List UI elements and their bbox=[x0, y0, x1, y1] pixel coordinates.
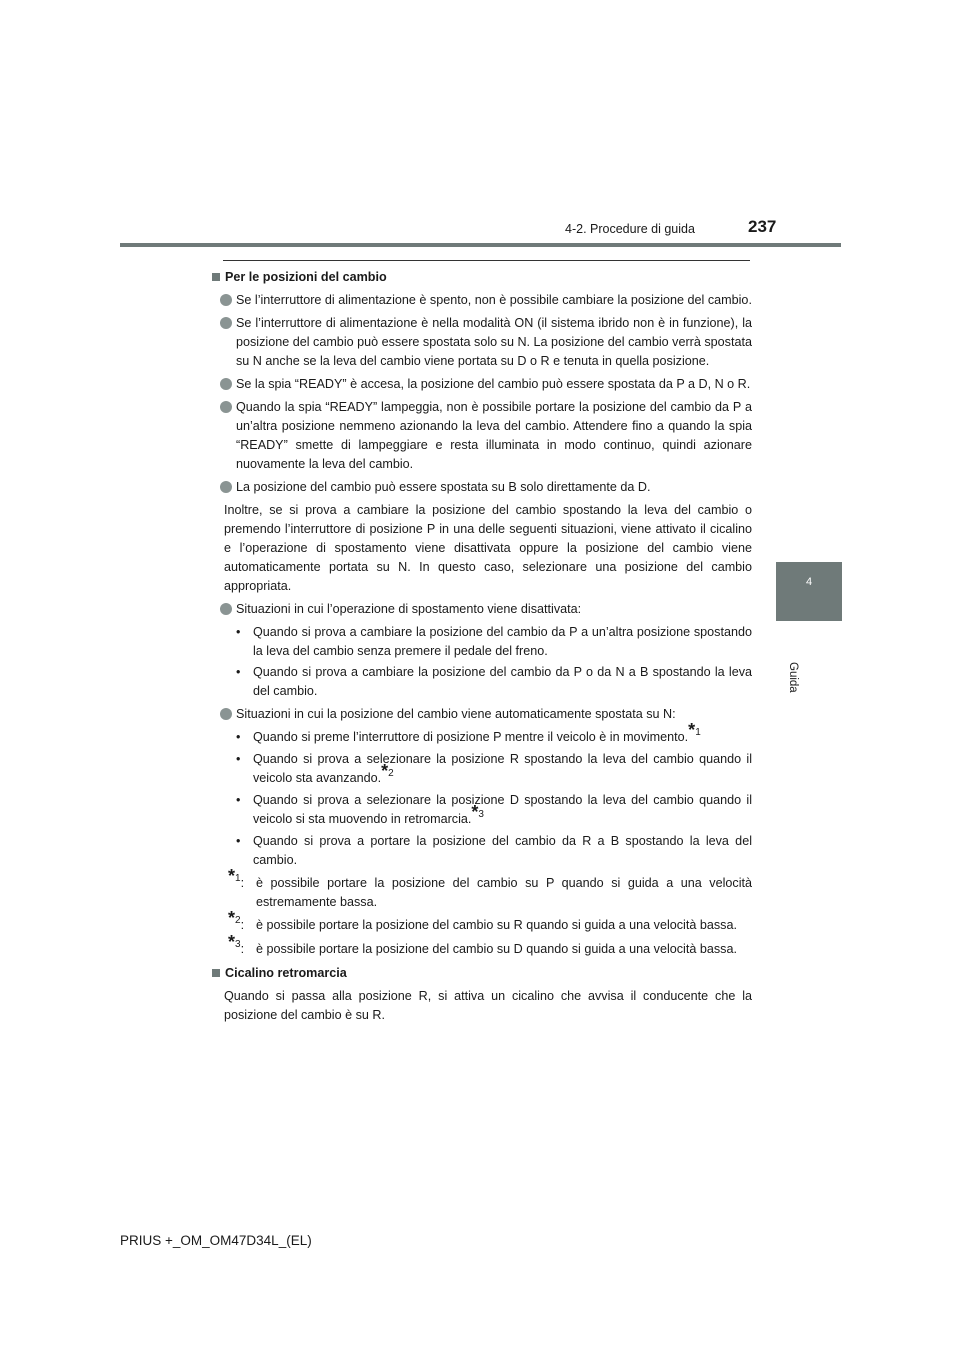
bullet-item: Se la spia “READY” è accesa, la posizione del cambio può essere spostata da P a D, N o R. bbox=[212, 375, 752, 394]
section-title: 4-2. Procedure di guida bbox=[565, 222, 695, 236]
circle-bullet-icon bbox=[220, 708, 232, 720]
circle-bullet-icon bbox=[220, 294, 232, 306]
paragraph: Quando si passa alla posizione R, si attiva un cicalino che avvisa il conducente che la posizione del cambio è su R. bbox=[224, 989, 752, 1022]
circle-bullet-icon bbox=[220, 317, 232, 329]
sub-item: • Quando si prova a cambiare la posizione del cambio da P o da N a B spostando la leva del cambio. bbox=[236, 665, 752, 698]
document-code: PRIUS +_OM_OM47D34L_(EL) bbox=[120, 1233, 312, 1248]
sub-item: • Quando si preme l’interruttore di posizione P mentre il veicolo è in movimento.*$^1$ bbox=[236, 720, 701, 744]
bullet-item: La posizione del cambio può essere spostata su B solo direttamente da D. bbox=[212, 478, 752, 497]
bullet-item: Quando la spia “READY” lampeggia, non è possibile portare la posizione del cambio da P a un’altra posizione nemmeno azionando la leva del cambio. Attendere fino a quando la spia “READY” smette di lampeggiare e resta illuminata in modo continuo, quindi azionare nuovamente la leva del cambio. bbox=[212, 398, 752, 474]
square-bullet-icon bbox=[212, 273, 220, 281]
sub-item: • Quando si prova a selezionare la posizione R spostando la leva del cambio quando il veicolo sta avanzando.*$^2$ bbox=[236, 752, 752, 785]
circle-bullet-icon bbox=[220, 401, 232, 413]
square-bullet-icon bbox=[212, 969, 220, 977]
circle-bullet-icon bbox=[220, 603, 232, 615]
sub-item: • Quando si prova a selezionare la posizione D spostando la leva del cambio quando il veicolo si sta muovendo in retromarcia.*$^3$ bbox=[236, 793, 752, 826]
bullet-item: Situazioni in cui l’operazione di spostamento viene disattivata: bbox=[212, 600, 752, 619]
bullet-item: Se l’interruttore di alimentazione è nella modalità ON (il sistema ibrido non è in funzione), la posizione del cambio può essere spostata solo su N. La posizione del cambio verrà spostata su N anche se la leva del cambio viene portata su D o R e tenuta in quella posizione. bbox=[212, 314, 752, 371]
chapter-number: 4 bbox=[805, 576, 813, 588]
circle-bullet-icon bbox=[220, 378, 232, 390]
section-heading: Per le posizioni del cambio bbox=[212, 268, 752, 287]
footnote: *$^3$: è possibile portare la posizione del cambio su D quando si guida a una velocità bassa. bbox=[228, 932, 737, 956]
content-rule bbox=[223, 260, 750, 261]
page-content bbox=[212, 268, 752, 1029]
sub-item: • Quando si prova a cambiare la posizione del cambio da P a un’altra posizione spostando la leva del cambio senza premere il pedale del freno. bbox=[236, 625, 752, 658]
header-rule bbox=[120, 243, 841, 247]
page-number: 237 bbox=[748, 217, 777, 236]
circle-bullet-icon bbox=[220, 481, 232, 493]
footnote: *$^2$: è possibile portare la posizione del cambio su R quando si guida a una velocità bassa. bbox=[228, 908, 737, 932]
bullet-item: Se l’interruttore di alimentazione è spento, non è possibile cambiare la posizione del cambio. bbox=[212, 291, 752, 310]
sub-item: • Quando si prova a portare la posizione del cambio da R a B spostando la leva del cambio. bbox=[236, 834, 752, 867]
chapter-tab bbox=[776, 562, 842, 621]
bullet-item: Situazioni in cui la posizione del cambio viene automaticamente spostata su N: bbox=[212, 705, 752, 724]
chapter-label: Guida bbox=[787, 662, 799, 693]
paragraph: Inoltre, se si prova a cambiare la posizione del cambio spostando la leva del cambio o premendo l’interruttore di posizione P in una delle seguenti situazioni, viene attivato il cicalino e l’operazione di spostamento viene disattivata oppure la posizione del cambio viene automaticamente portata su N. In questo caso, selezionare una posizione del cambio appropriata. bbox=[224, 503, 752, 593]
footnote: *$^1$: è possibile portare la posizione del cambio su P quando si guida a una velocità estremamente bassa. bbox=[228, 866, 752, 909]
section-heading: Cicalino retromarcia bbox=[212, 964, 752, 983]
